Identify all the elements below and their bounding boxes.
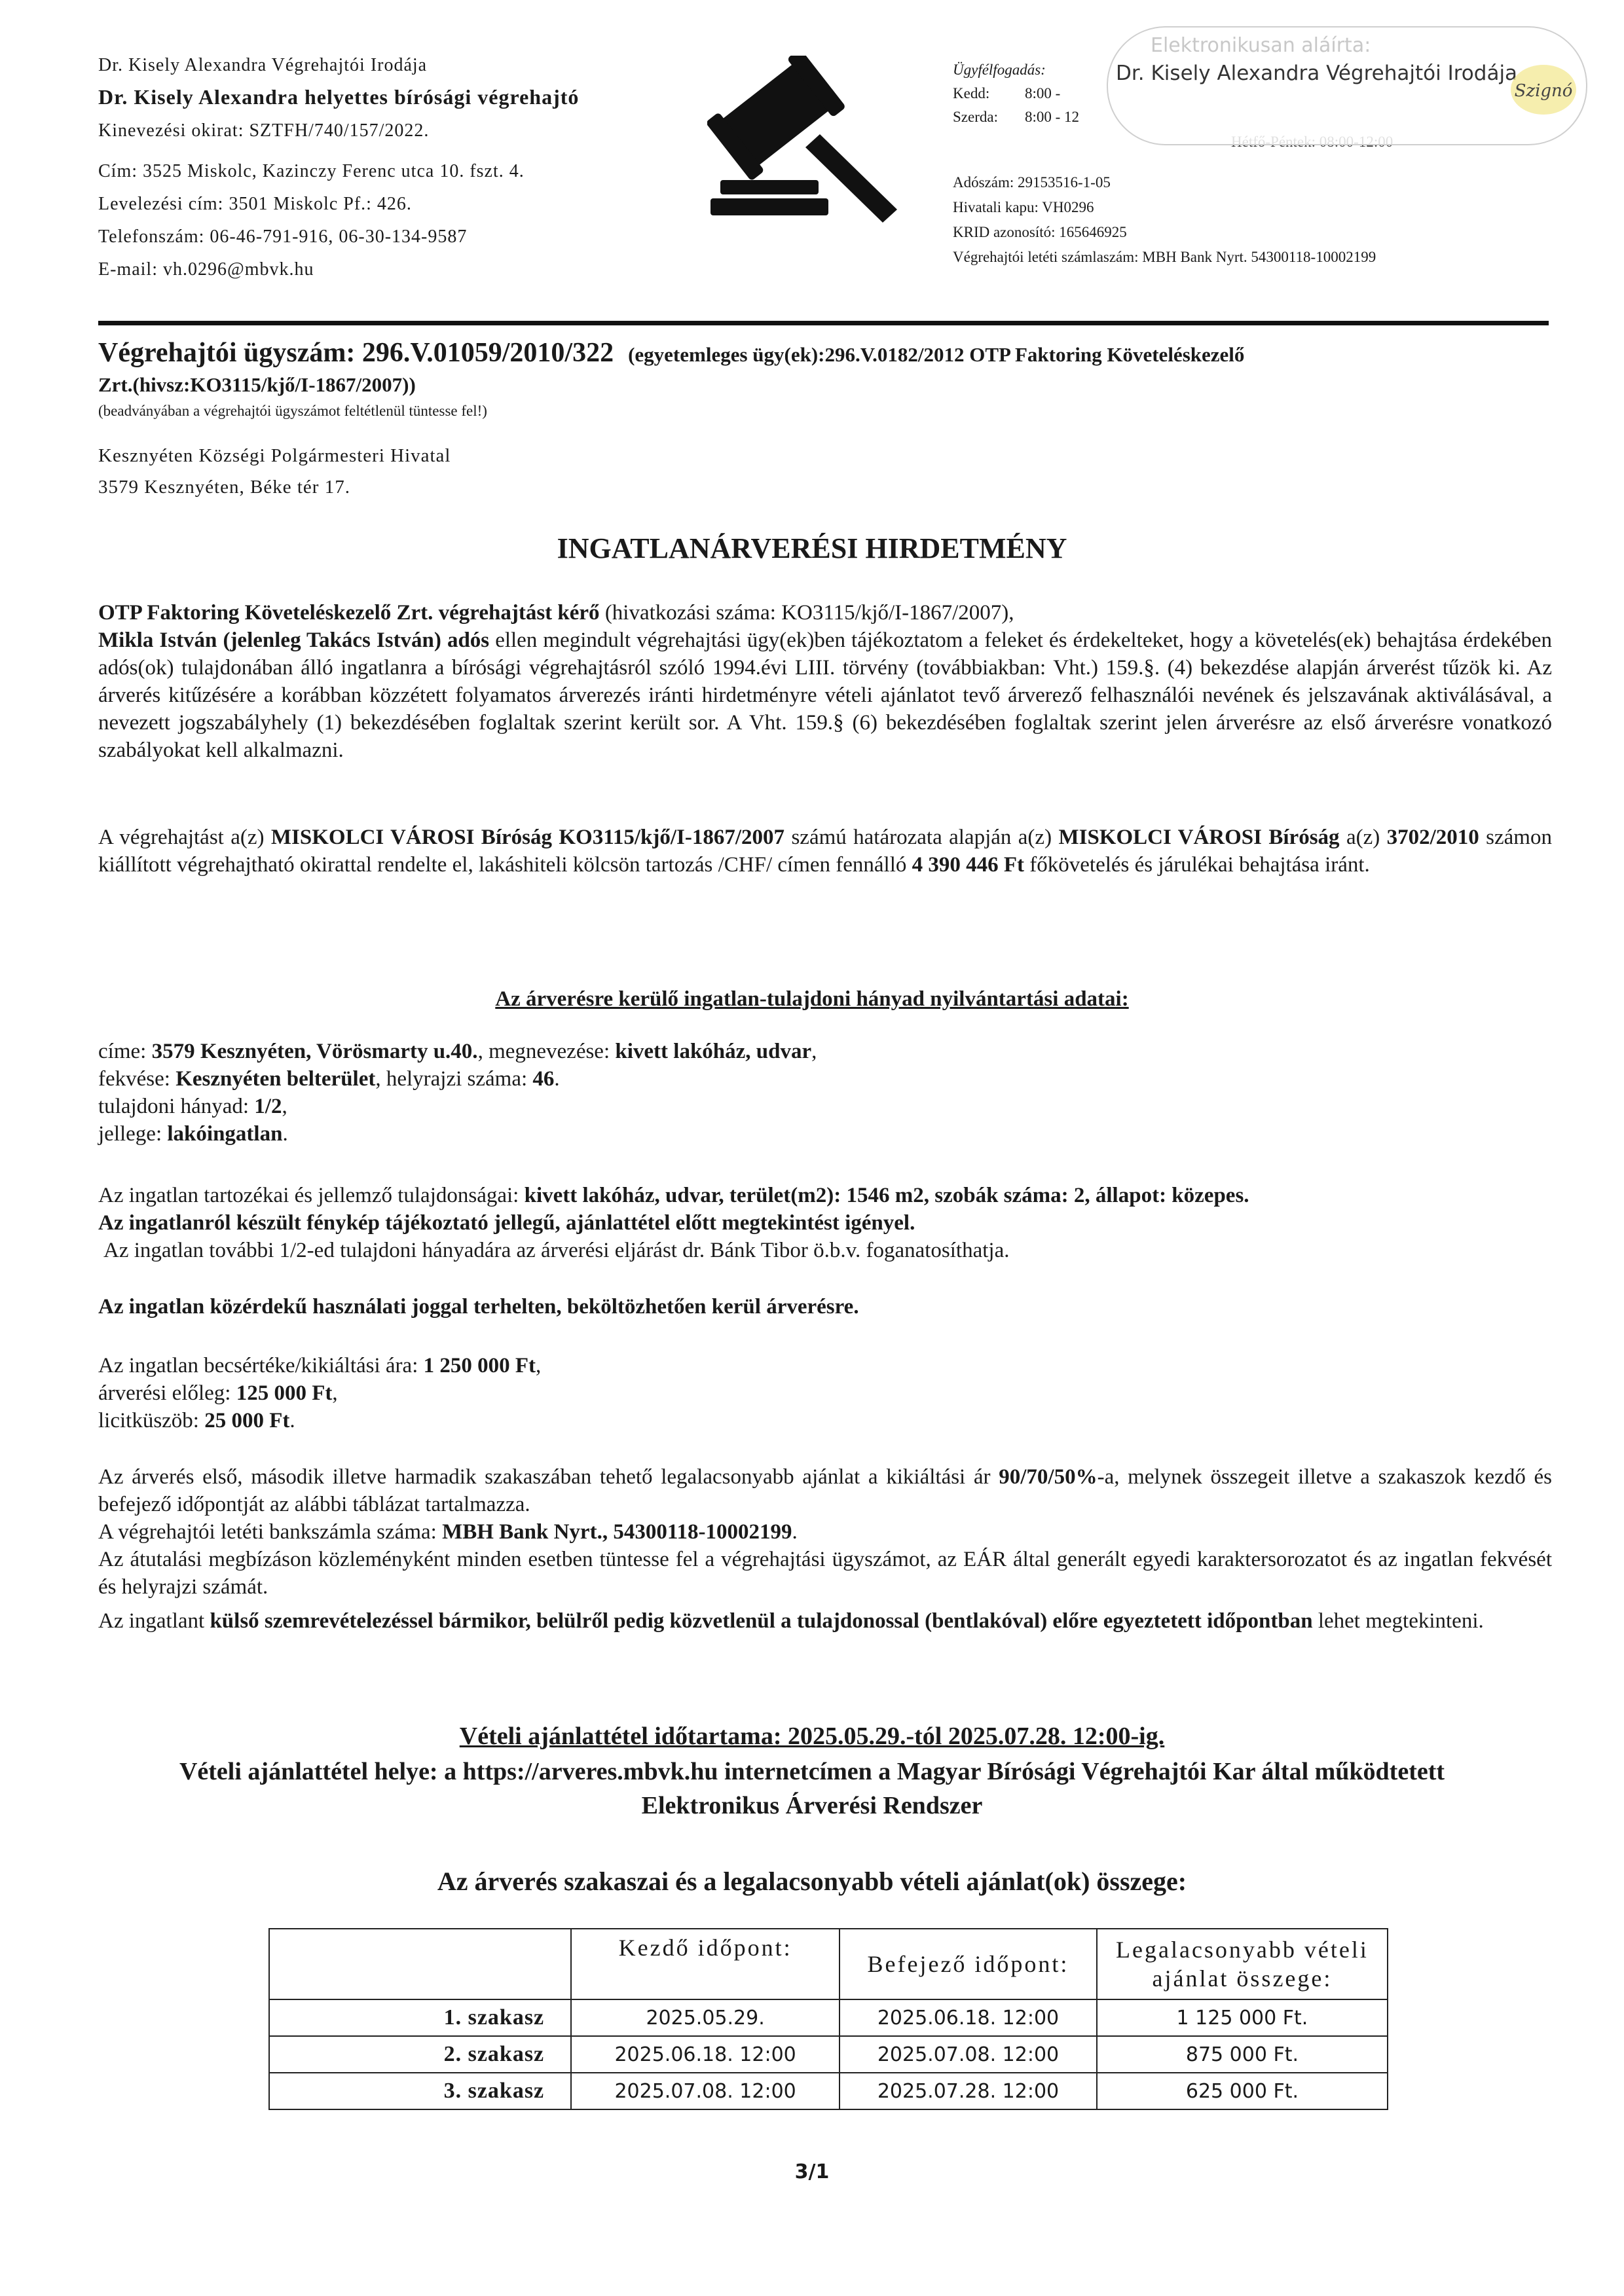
stage-min-bid: 1 125 000 Ft.: [1097, 1999, 1388, 2036]
bidding-place: Vételi ajánlattétel helye: a https://arveres.mbvk.hu internetcímen a Magyar Bírósági Végrehajtói Kar által működtetett Elektronikus Árverési Rendszer: [179, 1758, 1445, 1819]
viewing-note: Az ingatlant külső szemrevételezéssel bármikor, belülről pedig közvetlenül a tulajdonossal (bentlakóval) előre egyeztetett időpontban lehet megtekinteni.: [98, 1609, 1484, 1633]
prices-block: [98, 1352, 1552, 1434]
recipient-address: 3579 Kesznyéten, Béke tér 17.: [98, 477, 350, 498]
stage-start: 2025.07.08. 12:00: [571, 2073, 840, 2109]
phone-line: Telefonszám: 06-46-791-916, 06-30-134-9587: [98, 227, 468, 247]
signature-signer: Dr. Kisely Alexandra Végrehajtói Irodája: [1116, 62, 1518, 85]
stage-end: 2025.07.28. 12:00: [840, 2073, 1097, 2109]
wednesday-label: Szerda:: [953, 109, 998, 125]
property-heading: Az árverésre kerülő ingatlan-tulajdoni hányad nyilvántartási adatai:: [495, 987, 1129, 1011]
e-signature-stamp: [1107, 26, 1587, 145]
escrow-account: Végrehajtói letéti számlaszám: MBH Bank Nyrt. 54300118-10002199: [953, 249, 1376, 265]
stage-label: 3. szakasz: [269, 2073, 571, 2109]
intro-body: ellen megindult végrehajtási ügy(ek)ben tájékoztatom a feleket és érdekelteket, hogy a követelés(ek) behajtása érdekében adós(ok) tulajdonában álló ingatlanra a bírósági végrehajtásról szóló 1994.évi LIII. törvény (továbbiakban: Vht.) 159.§. (4) bekezdése alapján árverést tűzök ki. Az árverés kitűzésére a korábban közzétett folyamatos árverezés iránti hirdetményre vételi ajánlatot tevő árverező felhasználói nevének és jelszavának aktiválásával, a nevezett jogszabályhely (1) bekezdésében foglaltak szerint került sor. A Vht. 159.§ (6) bekezdésében foglaltak szerint jelen árverésre az első árverésre vonatkozó szabályokat kell alkalmazni.: [98, 629, 1552, 762]
header-cell-empty: [269, 1929, 571, 1999]
table-row: [269, 2036, 1388, 2073]
page-title: INGATLANÁRVERÉSI HIRDETMÉNY: [557, 532, 1067, 564]
order-text-1: A végrehajtást a(z): [98, 826, 271, 849]
header-cell-start: Kezdő időpont:: [571, 1929, 840, 1999]
property-type-line: jellege: lakóingatlan.: [98, 1122, 288, 1146]
office-gate: Hivatali kapu: VH0296: [953, 199, 1094, 215]
property-location-line: fekvése: Kesznyéten belterület, helyrajzi száma: 46.: [98, 1067, 560, 1091]
auction-stages-table: [268, 1928, 1388, 2110]
header-cell-end: Befejező időpont:: [840, 1929, 1097, 1999]
page-number: 3/1: [794, 2160, 830, 2183]
other-share-note: Az ingatlan további 1/2-ed tulajdoni hányadára az árverési eljárást dr. Bánk Tibor ö.b.v. foganatosíthatja.: [103, 1239, 1010, 1262]
email-line: E-mail: vh.0296@mbvk.hu: [98, 259, 314, 280]
tuesday-label: Kedd:: [953, 85, 990, 101]
bidding-period: Vételi ajánlattétel időtartama: 2025.05.29.-tól 2025.07.28. 12:00-ig.: [459, 1722, 1165, 1750]
gavel-icon: [707, 56, 923, 232]
signature-logo-icon: [1507, 60, 1579, 119]
property-share-line: tulajdoni hányad: 1/2,: [98, 1095, 287, 1118]
joint-case: (egyetemleges ügy(ek):296.V.0182/2012 OTP Faktoring Követeléskezelő: [628, 343, 1245, 366]
order-paragraph: [98, 824, 1552, 879]
header-cell-min-bid: Legalacsonyabb vételi ajánlat összege:: [1097, 1929, 1388, 1999]
stages-text: Az árverés első, második illetve harmadik szakaszában tehető legalacsonyabb ajánlat a kikiáltási ár 90/70/50%-a, melynek összegeit illetve a szakaszok kezdő és befejező időpontját az alábbi táblázat tartalmazza.: [98, 1465, 1552, 1516]
hours-label: Ügyfélfogadás:: [953, 62, 1046, 78]
krid-id: KRID azonosító: 165646925: [953, 224, 1127, 240]
order-text-3: a(z): [1339, 826, 1387, 849]
property-address-line: címe: 3579 Kesznyéten, Vörösmarty u.40., megnevezése: kivett lakóház, udvar,: [98, 1040, 817, 1063]
stage-min-bid: 625 000 Ft.: [1097, 2073, 1388, 2109]
photo-note: Az ingatlanról készült fénykép tájékoztató jellegű, ajánlattétel előtt megtekintést igényel.: [98, 1211, 915, 1235]
wednesday-time: 8:00 - 12: [1025, 109, 1080, 125]
joint-case-ref: Zrt.(hivsz:KO3115/kjő/I-1867/2007)): [98, 373, 416, 396]
case-note: (beadványában a végrehajtói ügyszámot feltétlenül tüntesse fel!): [98, 403, 487, 419]
features-line: Az ingatlan tartozékai és jellemző tulajdonságai: kivett lakóház, udvar, terület(m2): 1546 m2, szobák száma: 2, állapot: közepes.: [98, 1184, 1249, 1207]
svg-text:Szignó: Szignó: [1514, 81, 1573, 101]
stage-min-bid: 875 000 Ft.: [1097, 2036, 1388, 2073]
order-text-2: számú határozata alapján a(z): [784, 826, 1059, 849]
header-divider: [98, 321, 1549, 325]
property-data: [98, 1038, 1552, 1148]
case-block: [98, 337, 1552, 369]
stage-start: 2025.05.29.: [571, 1999, 840, 2036]
recipient-name: Kesznyéten Községi Polgármesteri Hivatal: [98, 445, 451, 466]
stage-label: 2. szakasz: [269, 2036, 571, 2073]
bank-line: A végrehajtói letéti bankszámla száma: MBH Bank Nyrt., 54300118-10002199.: [98, 1520, 798, 1544]
signature-caption: Elektronikusan aláírta:: [1151, 34, 1371, 57]
table-title: Az árverés szakaszai és a legalacsonyabb vételi ajánlat(ok) összege:: [437, 1867, 1187, 1896]
intro-paragraph: [98, 599, 1552, 764]
stage-start: 2025.06.18. 12:00: [571, 2036, 840, 2073]
order-court-2: MISKOLCI VÁROSI Bíróság: [1058, 826, 1340, 849]
stages-block: [98, 1463, 1552, 1635]
tuesday-time: 8:00 -: [1025, 85, 1061, 101]
table-header-row: [269, 1929, 1388, 1999]
features-block: [98, 1182, 1552, 1264]
order-doc-number: 3702/2010: [1386, 826, 1479, 849]
estimate-line: Az ingatlan becsértéke/kikiáltási ára: 1 250 000 Ft,: [98, 1354, 542, 1377]
transfer-note: Az átutalási megbízáson közleményként minden esetben tüntesse fel a végrehajtási ügyszámot, az EÁR által generált egyedi karaktersorozatot és az ingatlan fekvését és helyrajzi számát.: [98, 1548, 1552, 1599]
postal-line: Levelezési cím: 3501 Miskolc Pf.: 426.: [98, 194, 412, 214]
table-row: [269, 1999, 1388, 2036]
stage-end: 2025.06.18. 12:00: [840, 1999, 1097, 2036]
office-name: Dr. Kisely Alexandra Végrehajtói Irodája: [98, 55, 428, 75]
case-number: Végrehajtói ügyszám: 296.V.01059/2010/322: [98, 338, 614, 368]
bailiff-name: Dr. Kisely Alexandra helyettes bírósági végrehajtó: [98, 85, 580, 109]
appointment-line: Kinevezési okirat: SZTFH/740/157/2022.: [98, 120, 430, 141]
stage-label: 1. szakasz: [269, 1999, 571, 2036]
bid-step-line: licitküszöb: 25 000 Ft.: [98, 1409, 295, 1432]
debtor-name: Mikla István (jelenleg Takács István) adós: [98, 629, 490, 652]
deposit-line: árverési előleg: 125 000 Ft,: [98, 1381, 338, 1405]
order-text-4: számon kiállított végrehajtható okirattal rendelte el, lakáshiteli kölcsön tartozás /CHF/ címen fennálló: [98, 826, 1552, 877]
creditor-name: OTP Faktoring Követeléskezelő Zrt. végrehajtást kérő: [98, 601, 600, 625]
order-court-1: MISKOLCI VÁROSI Bíróság KO3115/kjő/I-1867/2007: [270, 826, 785, 849]
address-line: Cím: 3525 Miskolc, Kazinczy Ferenc utca 10. fszt. 4.: [98, 161, 525, 181]
creditor-ref: (hivatkozási száma: KO3115/kjő/I-1867/2007),: [599, 601, 1014, 625]
stage-end: 2025.07.08. 12:00: [840, 2036, 1097, 2073]
table-row: [269, 2073, 1388, 2109]
tax-number: Adószám: 29153516-1-05: [953, 174, 1111, 191]
order-text-5: főkövetelés és járulékai behajtása iránt.: [1024, 853, 1370, 877]
order-amount: 4 390 446 Ft: [912, 853, 1025, 877]
occupancy-note: Az ingatlan közérdekű használati joggal terhelten, beköltözhetően kerül árverésre.: [98, 1295, 859, 1319]
